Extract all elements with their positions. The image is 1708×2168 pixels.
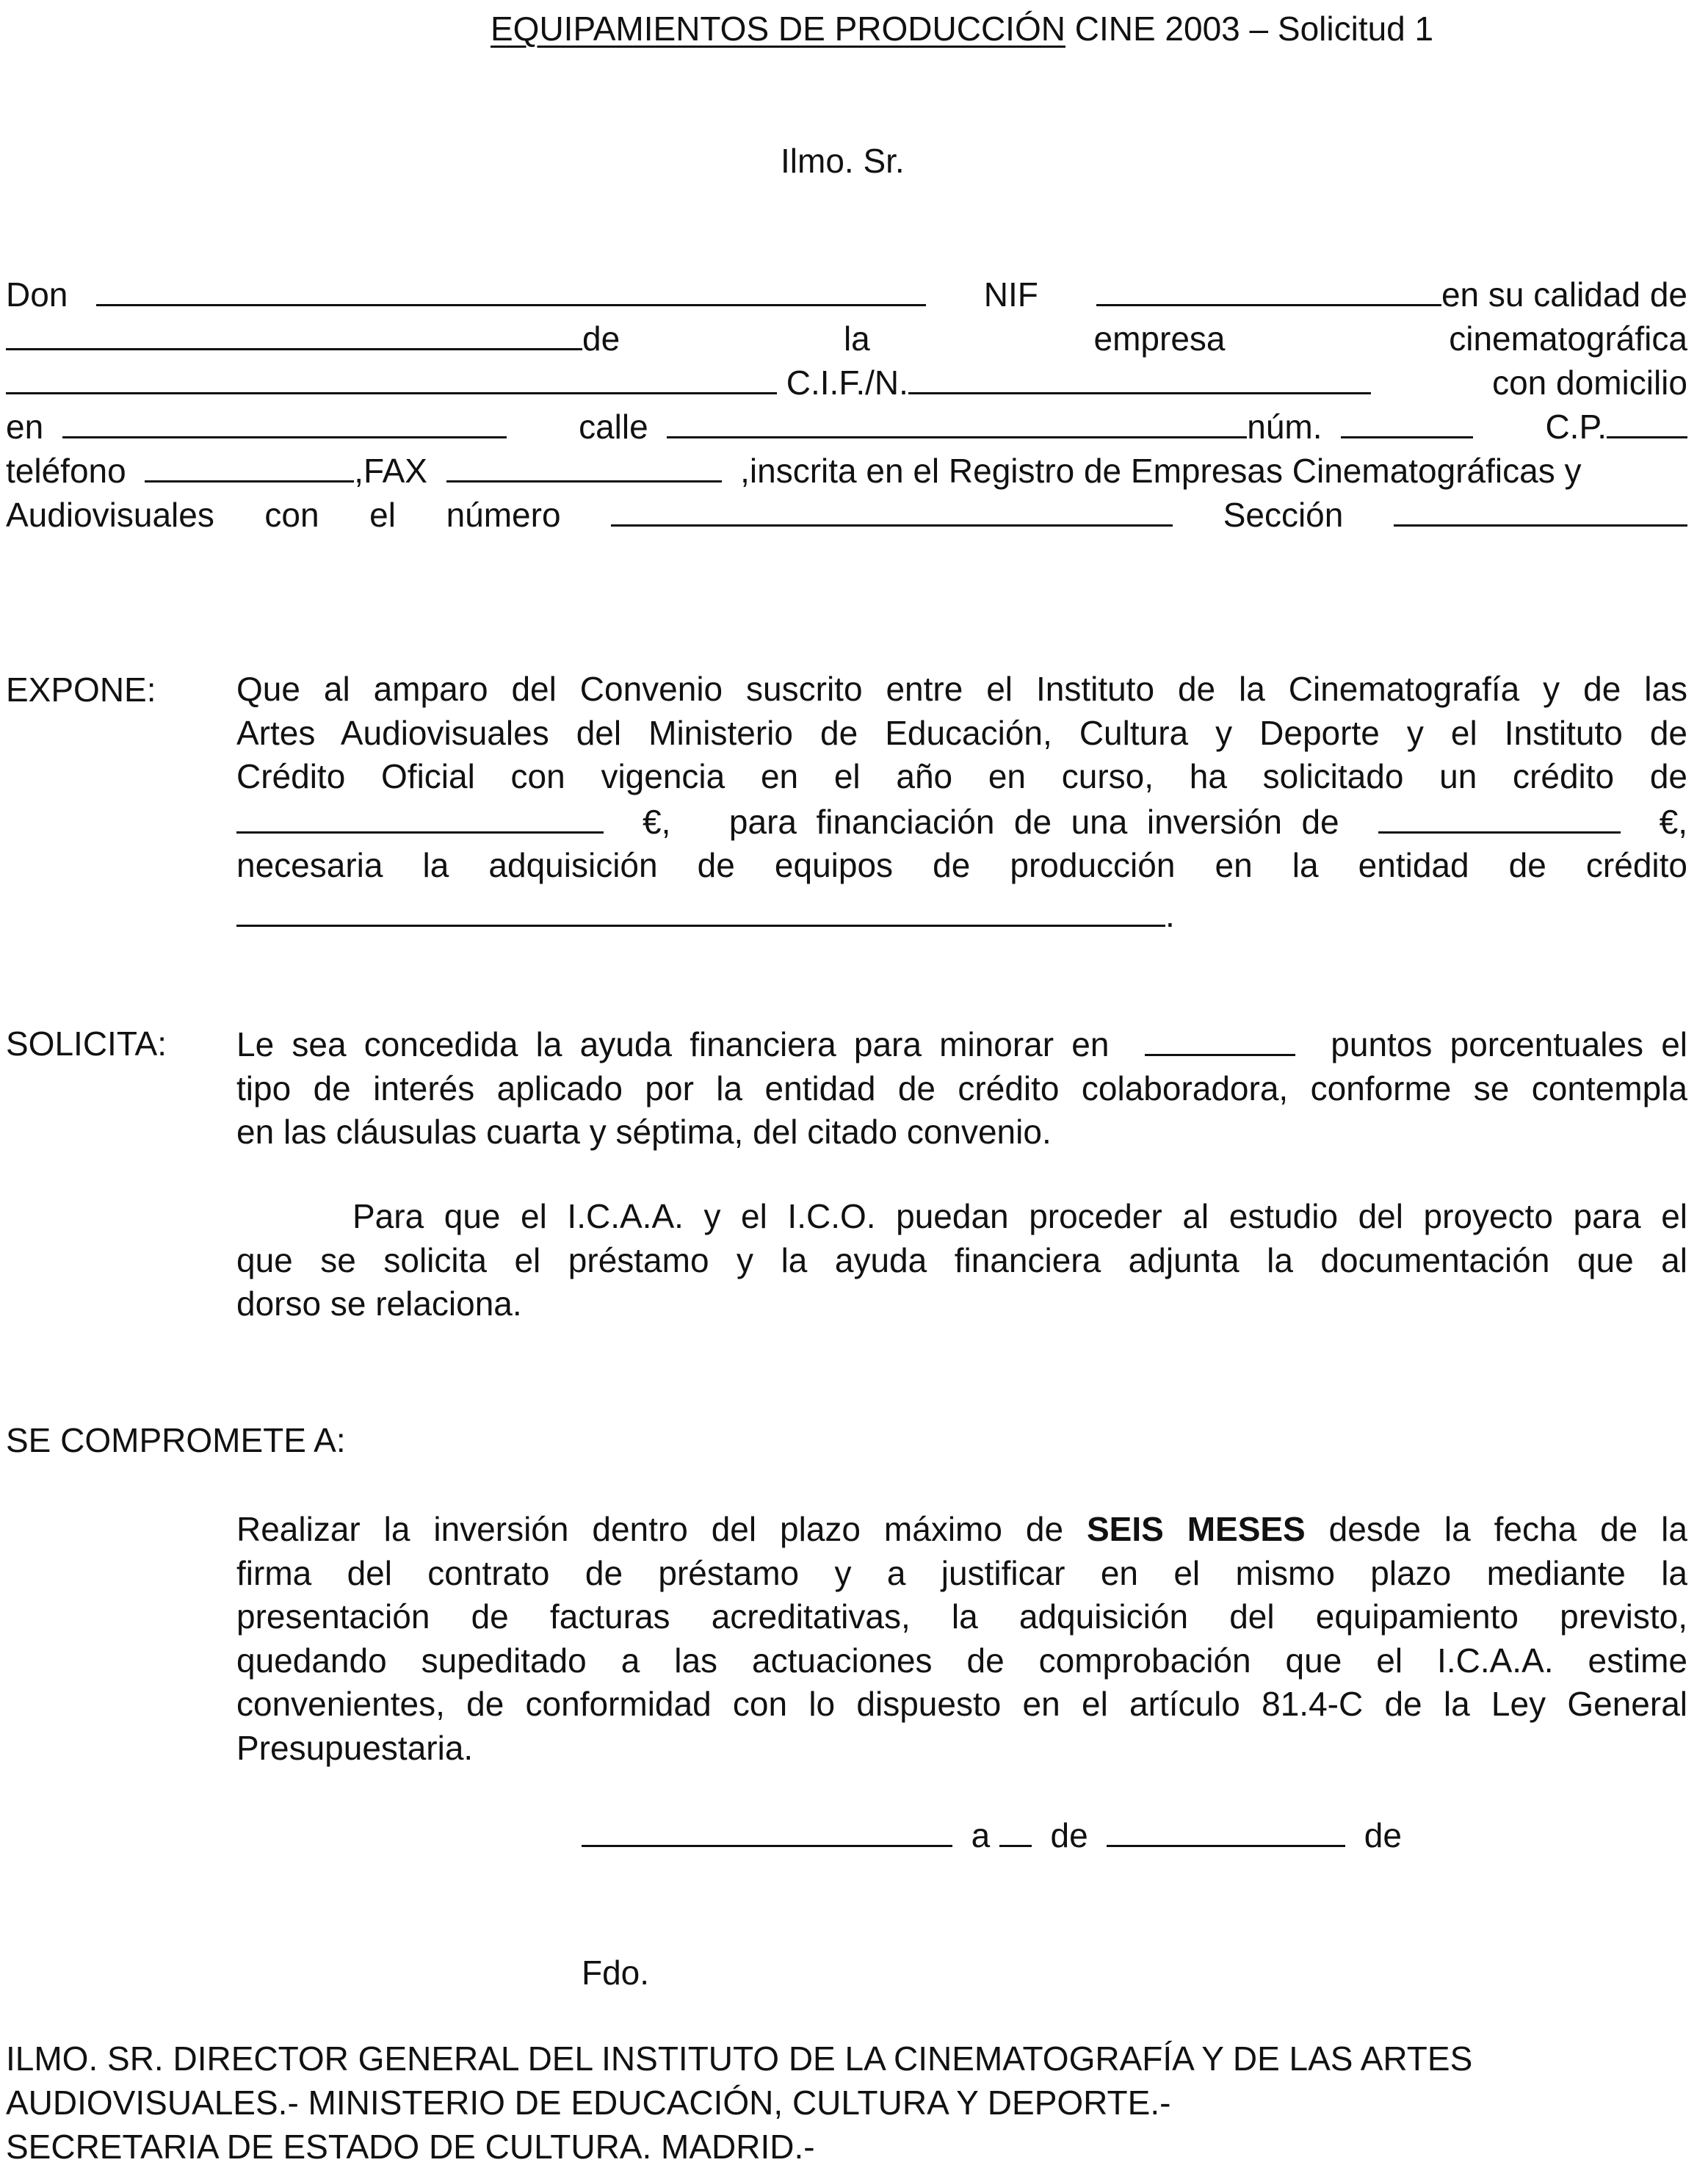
label-financiacion: para financiación de una inversión de <box>728 802 1339 841</box>
label-de: de <box>582 319 620 358</box>
field-localidad[interactable] <box>62 404 507 438</box>
solicita-para-line-3: dorso se relaciona. <box>236 1284 522 1323</box>
label-euro-1: €, <box>643 802 671 841</box>
label-nif: NIF <box>983 275 1038 314</box>
field-cargo[interactable] <box>6 316 582 350</box>
compromete-body <box>236 1508 1687 1770</box>
applicant-line-4 <box>6 404 1687 448</box>
compromete-line-1b: desde la fecha de la <box>1328 1510 1687 1548</box>
solicita-para-line-1: Para que el I.C.A.A. y el I.C.O. puedan proceder al estudio del proyecto para el <box>352 1197 1687 1235</box>
title-underlined: EQUIPAMIENTOS DE PRODUCCIÓN <box>491 10 1065 48</box>
expone-line-4 <box>236 799 1687 845</box>
field-cp[interactable] <box>1607 404 1687 438</box>
label-don: Don <box>6 275 68 314</box>
label-inscrita: ,inscrita en el Registro de Empresas Cinematográficas y <box>740 452 1582 490</box>
expone-line-5: necesaria la adquisición de equipos de producción en la entidad de crédito <box>236 846 1687 884</box>
field-num[interactable] <box>1341 404 1473 438</box>
solicita-line-3: en las cláusulas cuarta y séptima, del citado convenio. <box>236 1113 1052 1151</box>
label-cinematografica: cinematográfica <box>1449 319 1687 358</box>
label-con-domicilio: con domicilio <box>1492 364 1687 402</box>
expone-line-2: Artes Audiovisuales del Ministerio de Educación, Cultura y Deporte y el Instituto de <box>236 713 1687 752</box>
expone-body <box>236 668 1687 937</box>
applicant-line-1 <box>6 272 1687 316</box>
applicant-line-6 <box>6 492 1687 536</box>
field-empresa-name[interactable] <box>6 360 777 394</box>
solicita-line-1b: puntos porcentuales el <box>1331 1025 1688 1063</box>
applicant-line-5 <box>6 448 1687 492</box>
field-inversion[interactable] <box>1378 799 1621 834</box>
field-credito[interactable] <box>236 799 604 834</box>
date-line <box>582 1813 1402 1857</box>
label-en: en <box>6 408 44 446</box>
salutation: Ilmo. Sr. <box>781 142 905 180</box>
label-calidad: en su calidad de <box>1441 275 1687 314</box>
document-title <box>491 7 1433 50</box>
label-fax: ,FAX <box>354 452 427 490</box>
label-audiovisuales: Audiovisuales <box>6 496 214 534</box>
solicita-line-1 <box>236 1022 1687 1067</box>
expone-line-3: Crédito Oficial con vigencia en el año en curso, ha solicitado un crédito de <box>236 757 1687 795</box>
compromete-line-1 <box>236 1508 1687 1552</box>
field-don-name[interactable] <box>96 272 926 306</box>
title-rest: CINE 2003 – Solicitud 1 <box>1065 10 1434 48</box>
compromete-line-3: presentación de facturas acreditativas, la adquisición del equipamiento previsto, <box>236 1597 1687 1636</box>
field-cif[interactable] <box>908 360 1371 394</box>
label-seccion: Sección <box>1223 496 1344 534</box>
field-dia[interactable] <box>999 1813 1032 1847</box>
label-cif: C.I.F./N. <box>786 364 908 402</box>
expone-line-1: Que al amparo del Convenio suscrito entre el Instituto de la Cinematografía y de las <box>236 670 1687 708</box>
label-la: la <box>843 319 870 358</box>
field-telefono[interactable] <box>145 448 354 483</box>
label-calle: calle <box>579 408 648 446</box>
label-num: núm. <box>1247 408 1322 446</box>
addressee-line-1: ILMO. SR. DIRECTOR GENERAL DEL INSTITUTO DE LA CINEMATOGRAFÍA Y DE LAS ARTES <box>6 2039 1473 2078</box>
compromete-line-5: convenientes, de conformidad con lo dispuesto en el artículo 81.4-C de la Ley General <box>236 1685 1687 1723</box>
label-el: el <box>369 496 396 534</box>
field-puntos[interactable] <box>1145 1022 1295 1056</box>
compromete-line-6: Presupuestaria. <box>236 1728 474 1767</box>
expone-line-6 <box>236 892 1687 938</box>
compromete-line-2: firma del contrato de préstamo y a justificar en el mismo plazo mediante la <box>236 1553 1687 1592</box>
label-euro-2: €, <box>1659 802 1688 841</box>
label-empresa: empresa <box>1093 319 1226 358</box>
field-lugar[interactable] <box>582 1813 952 1847</box>
expone-label: EXPONE: <box>6 671 156 709</box>
field-fax[interactable] <box>446 448 722 483</box>
field-seccion[interactable] <box>1394 492 1687 527</box>
label-de-1: de <box>1050 1816 1088 1854</box>
label-numero: número <box>446 496 561 534</box>
field-mes[interactable] <box>1107 1813 1345 1847</box>
compromete-line-1a: Realizar la inversión dentro del plazo máximo de <box>236 1510 1064 1548</box>
label-cp: C.P. <box>1545 408 1607 446</box>
label-telefono: teléfono <box>6 452 126 490</box>
field-entidad-credito[interactable] <box>236 892 1165 927</box>
label-de-2: de <box>1364 1816 1402 1854</box>
addressee-line-3: SECRETARIA DE ESTADO DE CULTURA. MADRID.- <box>6 2128 815 2166</box>
signature-label: Fdo. <box>582 1954 650 1992</box>
field-numero-registro[interactable] <box>611 492 1173 527</box>
field-nif[interactable] <box>1096 272 1441 306</box>
compromete-label: SE COMPROMETE A: <box>6 1421 346 1459</box>
solicita-body <box>236 1022 1687 1155</box>
field-calle[interactable] <box>667 404 1247 438</box>
applicant-line-2 <box>6 316 1687 360</box>
solicita-line-2: tipo de interés aplicado por la entidad de crédito colaboradora, conforme se contempla <box>236 1069 1687 1108</box>
solicita-para-line-2: que se solicita el préstamo y la ayuda financiera adjunta la documentación que al <box>236 1240 1687 1279</box>
solicita-paragraph-2 <box>236 1195 1687 1326</box>
solicita-label: SOLICITA: <box>6 1025 167 1063</box>
addressee-line-2: AUDIOVISUALES.- MINISTERIO DE EDUCACIÓN, CULTURA Y DEPORTE.- <box>6 2084 1171 2122</box>
compromete-line-4: quedando supeditado a las actuaciones de comprobación que el I.C.A.A. estime <box>236 1641 1687 1680</box>
label-con: con <box>264 496 319 534</box>
applicant-line-3 <box>6 360 1687 404</box>
label-a: a <box>971 1816 991 1854</box>
solicita-line-1a: Le sea concedida la ayuda financiera para minorar en <box>236 1025 1110 1063</box>
label-period: . <box>1165 895 1175 934</box>
compromete-seis-meses: SEIS MESES <box>1086 1510 1306 1548</box>
